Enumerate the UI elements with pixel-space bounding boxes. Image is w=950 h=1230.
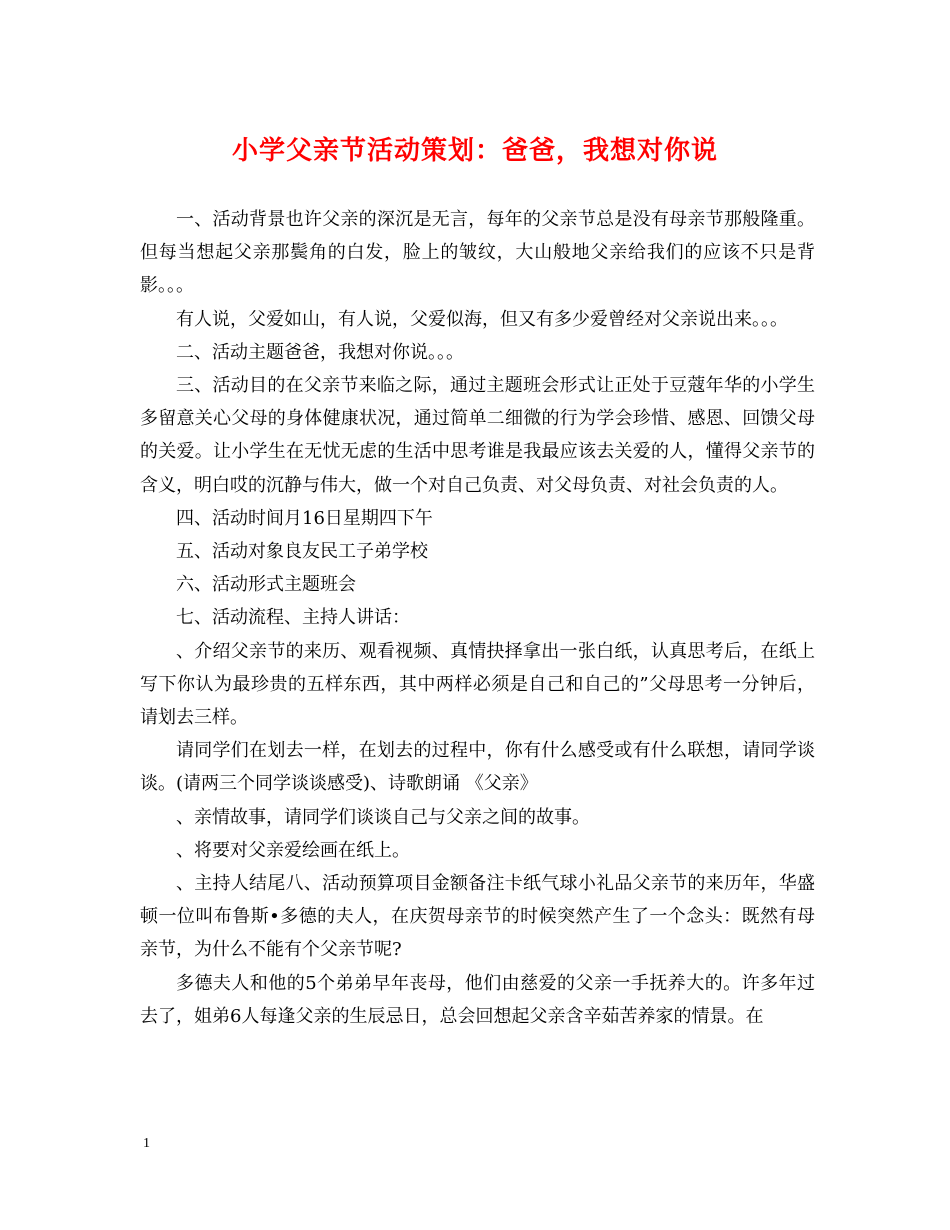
page-number: 1: [143, 1136, 150, 1151]
document-body: [140, 203, 815, 1033]
paragraph: 请同学们在划去一样，在划去的过程中，你有什么感受或有什么联想，请同学谈谈。(请两三个同学谈谈感受)、诗歌朗诵 《父亲》: [140, 740, 815, 795]
paragraph: 、主持人结尾八、活动预算项目金额备注卡纸气球小礼品父亲节的来历年，华盛顿一位叫布鲁斯•多德的夫人，在庆贺母亲节的时候突然产生了一个念头：既然有母亲节，为什么不能有个父亲节呢?: [140, 873, 815, 961]
paragraph: 六、活动形式主题班会: [176, 574, 356, 596]
paragraph: 、将要对父亲爱绘画在纸上。: [176, 839, 410, 861]
paragraph: 多德夫人和他的5个弟弟早年丧母，他们由慈爱的父亲一手抚养大的。许多年过去了，姐弟6人每逢父亲的生辰忌日，总会回想起父亲含辛茹苦养家的情景。在: [140, 972, 815, 1027]
paragraph: 、介绍父亲节的来历、观看视频、真情抉择拿出一张白纸，认真思考后，在纸上写下你认为最珍贵的五样东西，其中两样必须是自己和自己的”父母思考一分钟后，请划去三样。: [140, 640, 815, 729]
paragraph: 有人说，父爱如山，有人说，父爱似海，但又有多少爱曾经对父亲说出来。。。: [176, 308, 788, 330]
paragraph: 一、活动背景也许父亲的深沉是无言，每年的父亲节总是没有母亲节那般隆重。但每当想起父亲那鬓角的白发，脸上的皱纹，大山般地父亲给我们的应该不只是背影。。。: [140, 209, 815, 297]
paragraph: 二、活动主题爸爸，我想对你说。。。: [176, 341, 464, 363]
paragraph: 七、活动流程、主持人讲话：: [176, 607, 410, 629]
paragraph: 五、活动对象良友民工子弟学校: [176, 541, 428, 563]
paragraph: 三、活动目的在父亲节来临之际，通过主题班会形式让正处于豆蔻年华的小学生多留意关心父母的身体健康状况，通过简单二细微的行为学会珍惜、感恩、回馈父母的关爱。让小学生在无忧无虑的生活中思考谁是我最应该去关爱的人，懂得父亲节的含义，明白哎的沉静与伟大，做一个对自己负责、对父母负责、对社会负责的人。: [140, 375, 815, 496]
paragraph: 四、活动时间月16日星期四下午: [176, 507, 433, 529]
document-title: 小学父亲节活动策划：爸爸，我想对你说: [231, 136, 718, 166]
paragraph: 、亲情故事，请同学们谈谈自己与父亲之间的故事。: [176, 806, 590, 828]
